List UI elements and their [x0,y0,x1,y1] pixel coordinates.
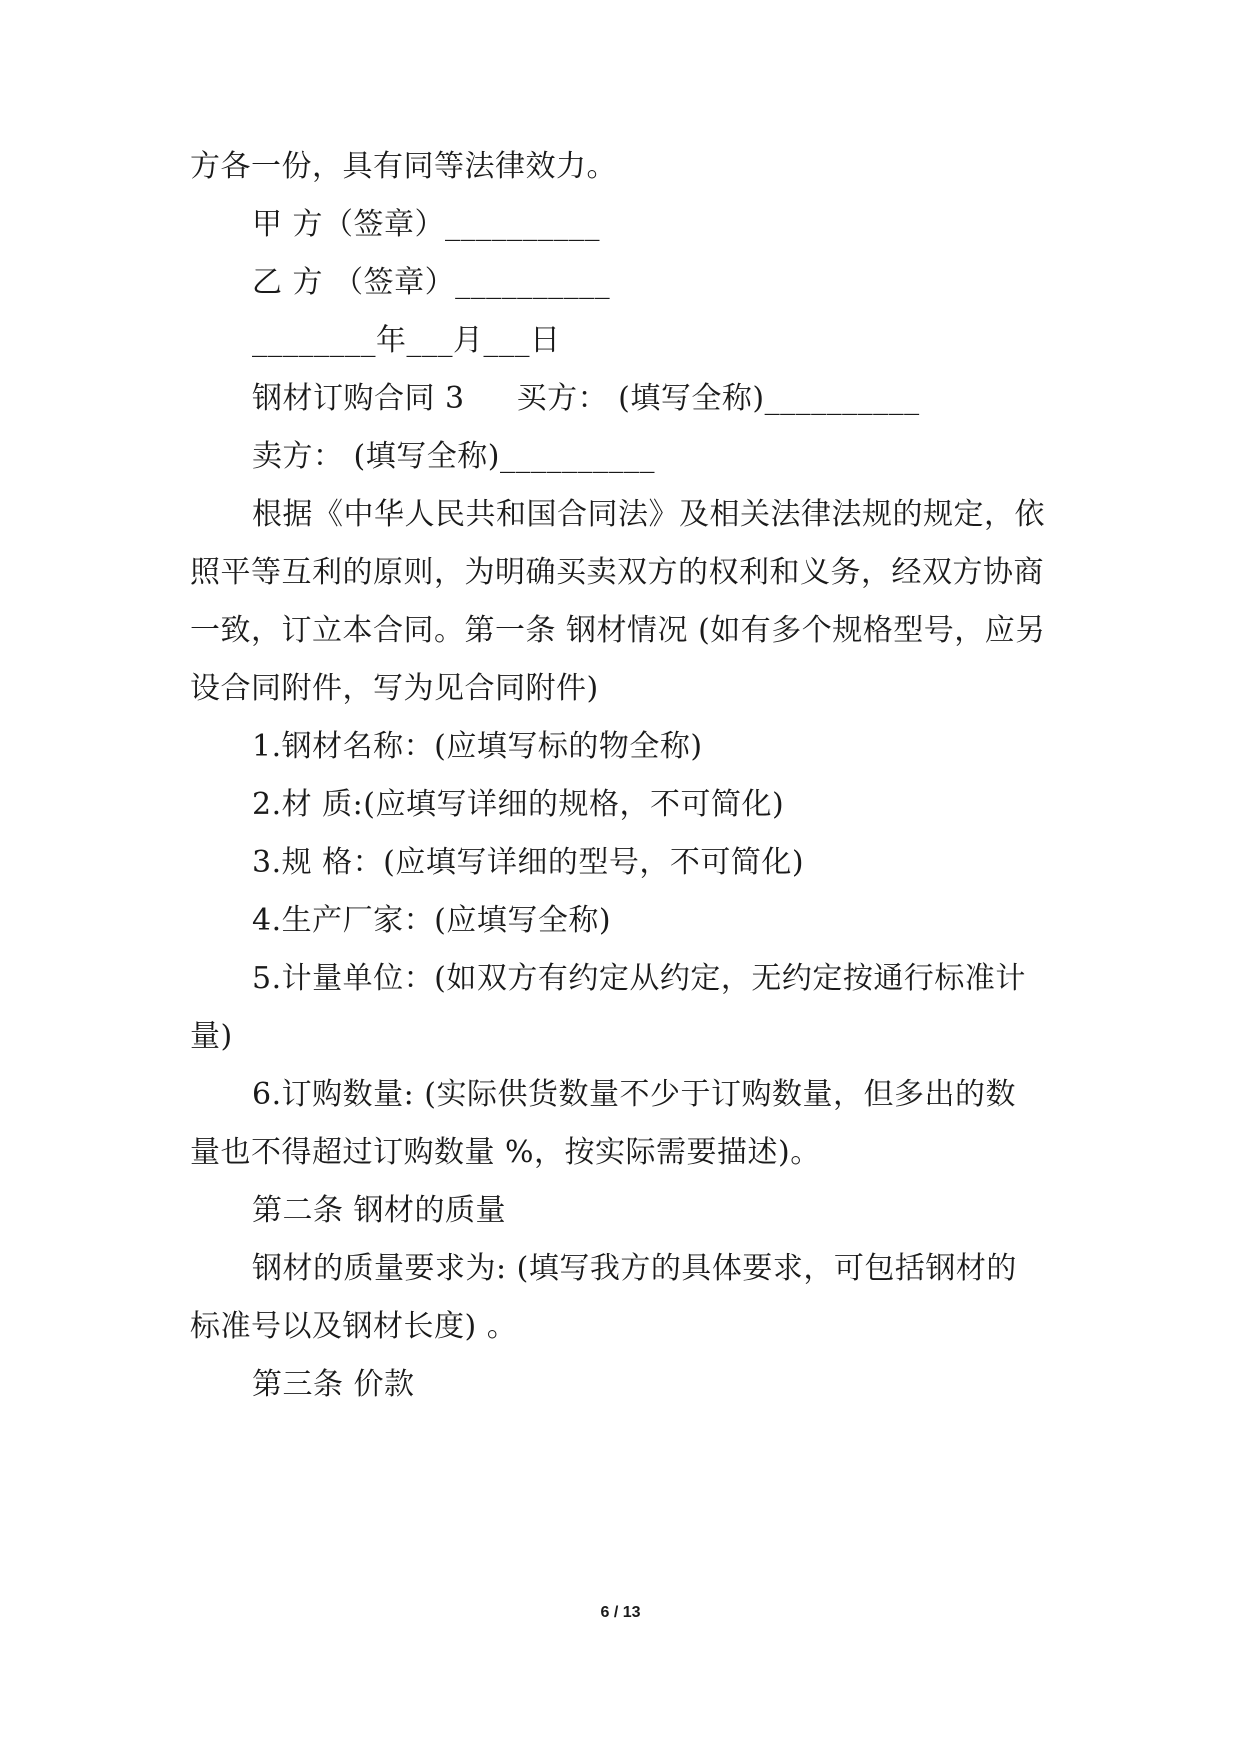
buyer-field: 买方： (填写全称)__________ [516,381,920,416]
contract-title-line [252,379,920,419]
list-item: 2.材 质:(应填写详细的规格，不可简化) [252,787,785,822]
section-heading: 第三条 价款 [252,1367,415,1402]
paragraph-line: 根据《中华人民共和国合同法》及相关法律法规的规定，依 [252,497,1045,532]
paragraph-line: 标准号以及钢材长度) 。 [190,1309,518,1344]
seller-field: 卖方： (填写全称)__________ [252,439,655,474]
list-item-continuation: 量也不得超过订购数量 %，按实际需要描述)。 [190,1135,821,1170]
list-item-continuation: 量) [190,1019,233,1054]
list-item: 1.钢材名称：(应填写标的物全称) [252,729,703,764]
contract-title: 钢材订购合同 3 [252,381,465,416]
paragraph-line: 方各一份，具有同等法律效力。 [190,149,617,184]
list-item: 4.生产厂家：(应填写全称) [252,903,612,938]
paragraph-line: 设合同附件，写为见合同附件) [190,671,599,706]
party-a-signature-line: 甲 方（签章）__________ [252,207,601,242]
list-item: 5.计量单位：(如双方有约定从约定，无约定按通行标准计 [252,961,1026,996]
paragraph-line: 照平等互利的原则，为明确买卖双方的权利和义务，经双方协商 [190,555,1044,590]
list-item: 6.订购数量: (实际供货数量不少于订购数量，但多出的数 [252,1077,1016,1112]
date-line: ________年___月___日 [252,323,561,358]
page-number: 6 / 13 [600,1604,641,1621]
paragraph-line: 钢材的质量要求为: (填写我方的具体要求，可包括钢材的 [252,1251,1017,1286]
list-item: 3.规 格：(应填写详细的型号，不可简化) [252,845,805,880]
paragraph-line: 一致，订立本合同。第一条 钢材情况 (如有多个规格型号，应另 [190,613,1046,648]
party-b-signature-line: 乙 方 （签章）__________ [252,265,611,300]
section-heading: 第二条 钢材的质量 [252,1193,507,1228]
